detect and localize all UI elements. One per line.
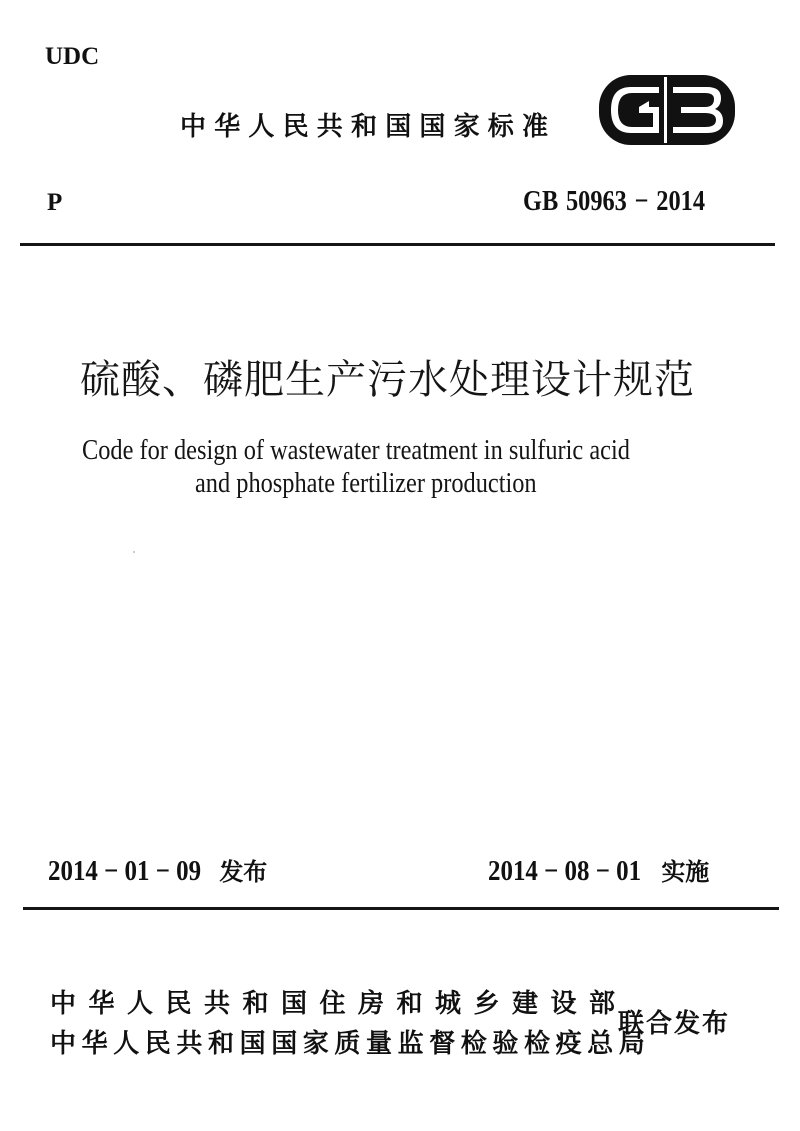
effective-date: 2014 − 08 − 01 (488, 855, 642, 887)
scan-speck (133, 551, 135, 553)
document-title-chinese: 硫酸、磷肥生产污水处理设计规范 (80, 357, 695, 403)
gb-logo-icon (597, 73, 737, 147)
effective-date-row (488, 857, 709, 886)
release-label: 发布 (219, 858, 268, 886)
bottom-divider (23, 907, 779, 910)
release-date-row (48, 857, 267, 886)
udc-label: UDC (45, 43, 100, 70)
joint-release-label: 联合发布 (618, 1009, 731, 1039)
standard-number: GB 50963 − 2014 (523, 185, 706, 217)
category-code: P (47, 189, 63, 216)
effective-label: 实施 (661, 858, 710, 886)
document-title-english-line1: Code for design of wastewater treatment in sulfuric acid (82, 434, 630, 466)
issuer-ministry-housing: 中华人民共和国住房和城乡建设部 (50, 989, 628, 1019)
release-date: 2014 − 01 − 09 (48, 855, 202, 887)
top-divider (20, 243, 775, 246)
national-standard-heading: 中华人民共和国国家标准 (180, 112, 557, 142)
document-title-english-line2: and phosphate fertilizer production (195, 467, 537, 499)
issuer-aqsiq: 中华人民共和国国家质量监督检验检疫总局 (50, 1029, 651, 1059)
